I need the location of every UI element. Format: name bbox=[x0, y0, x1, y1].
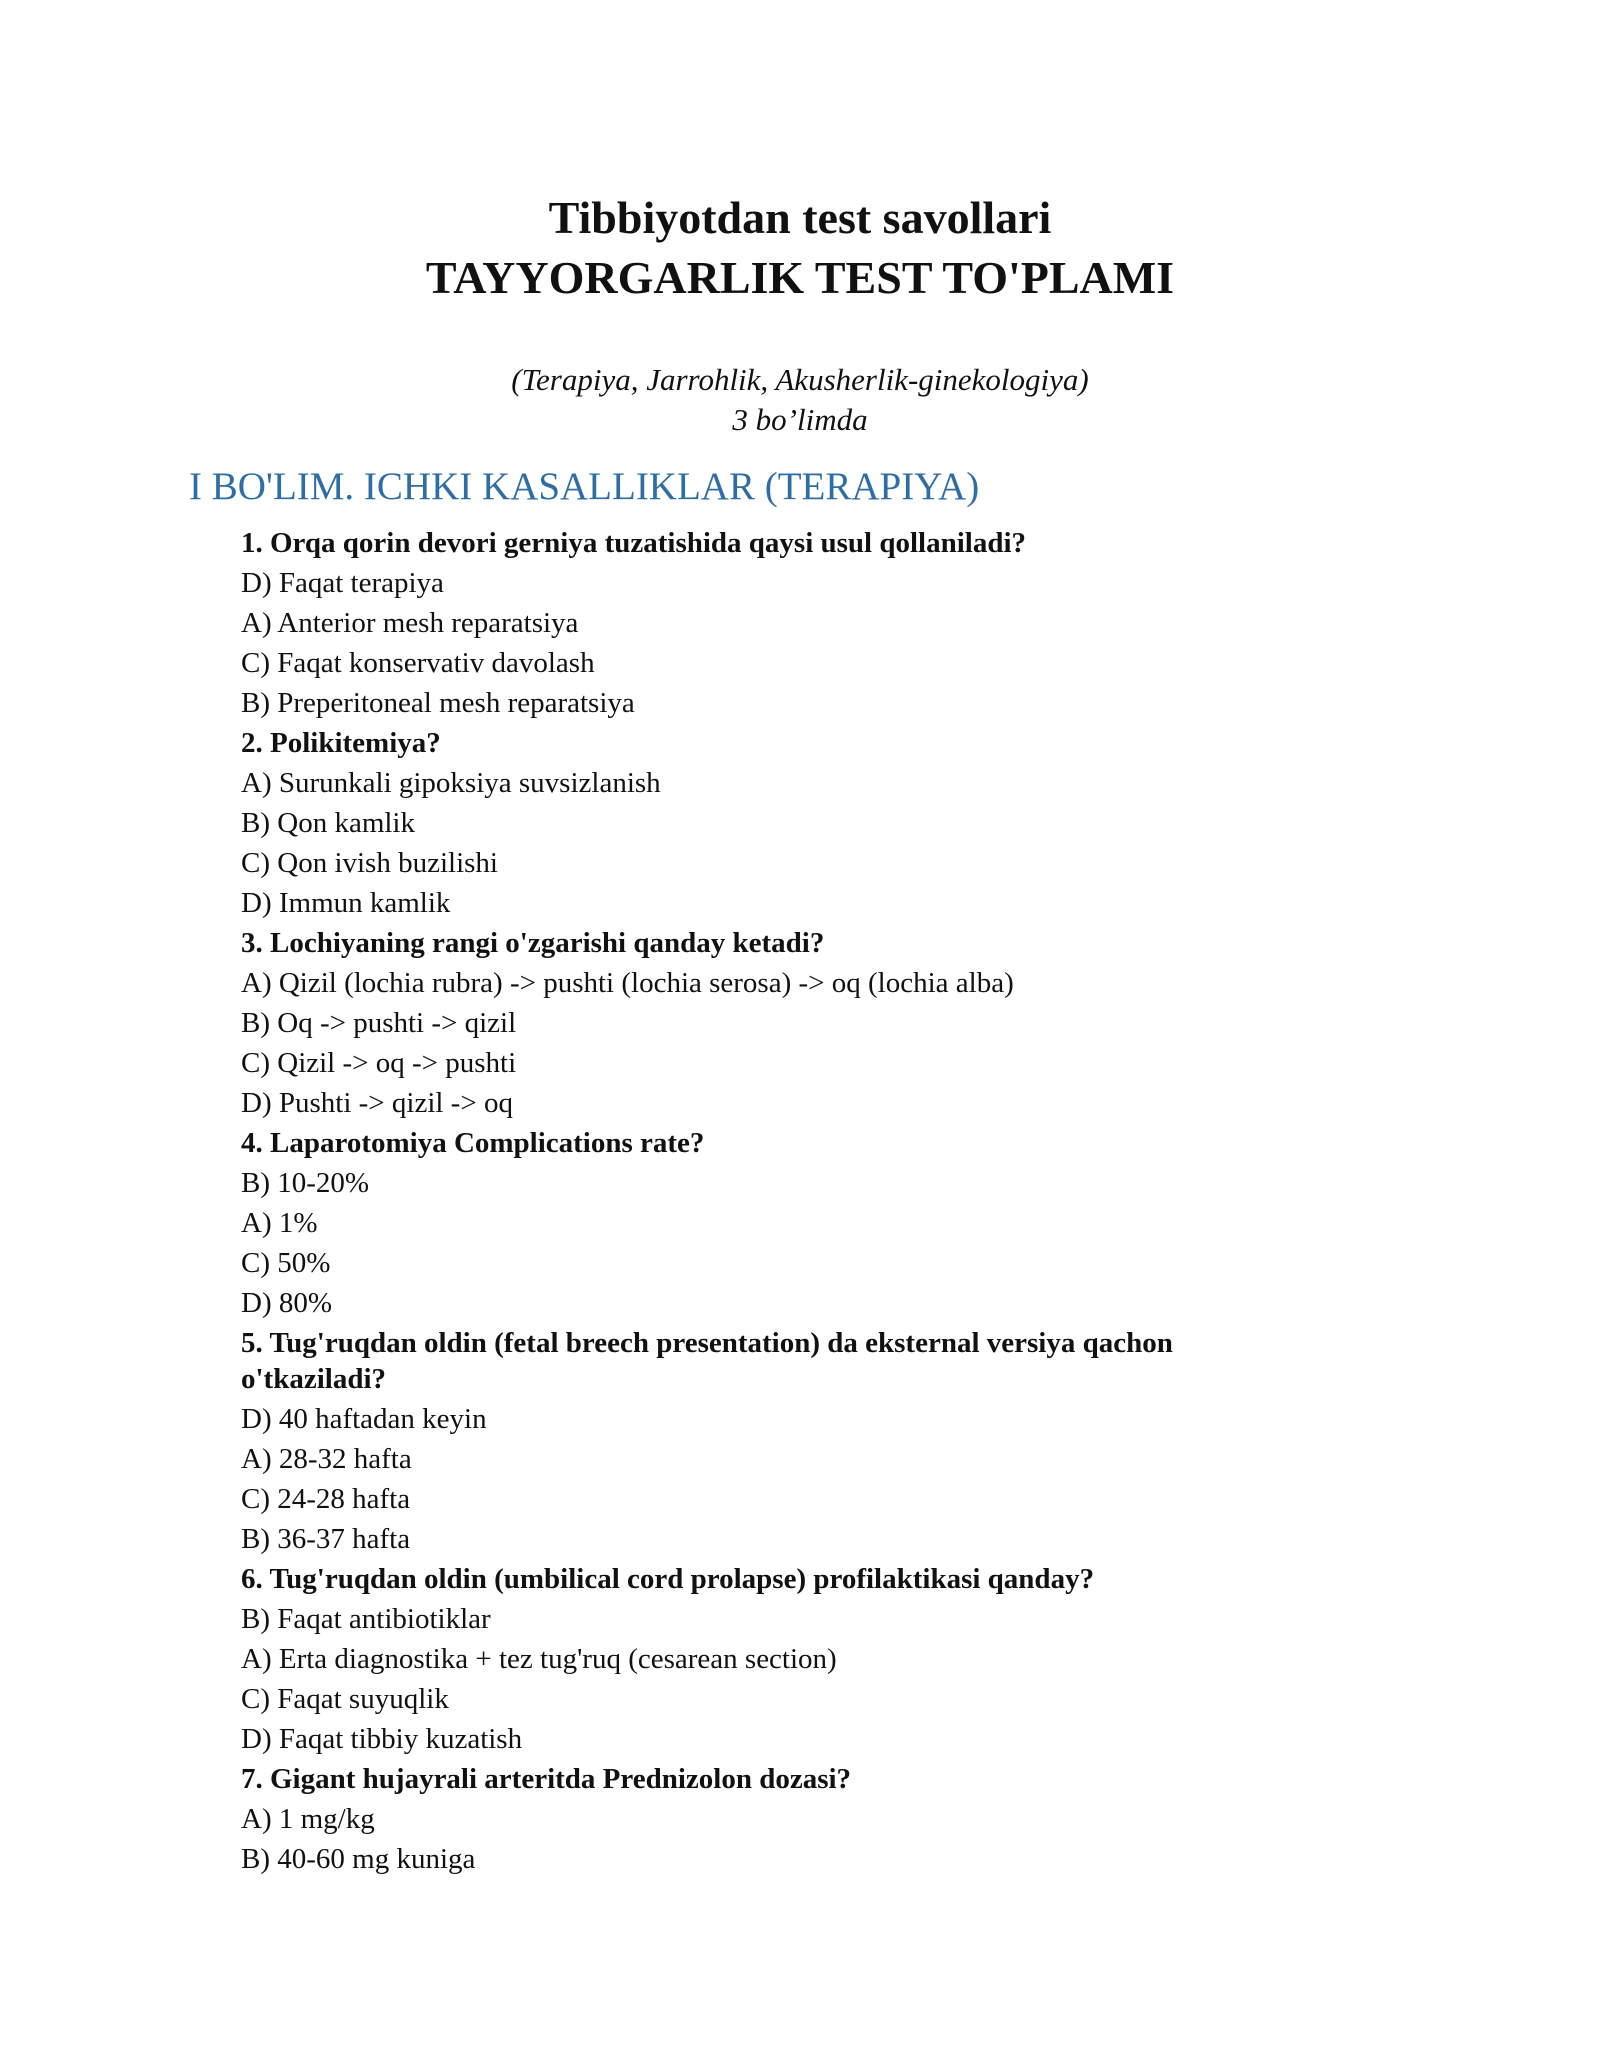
answer-option: C) Qizil -> oq -> pushti bbox=[241, 1047, 517, 1079]
section-heading: I BO'LIM. ICHKI KASALLIKLAR (TERAPIYA) bbox=[189, 465, 980, 508]
answer-option: B) 10-20% bbox=[241, 1167, 370, 1199]
answer-option: D) 80% bbox=[241, 1287, 333, 1319]
question-list bbox=[241, 523, 1301, 1879]
question-item bbox=[241, 723, 1301, 923]
title-line-2: TAYYORGARLIK TEST TO'PLAMI bbox=[425, 252, 1175, 303]
question-item bbox=[241, 923, 1301, 1123]
answer-option: C) Faqat konservativ davolash bbox=[241, 647, 595, 679]
answer-option: A) Qizil (lochia rubra) -> pushti (lochia serosa) -> oq (lochia alba) bbox=[241, 967, 1014, 999]
question-item bbox=[241, 523, 1301, 723]
question-text: 3. Lochiyaning rangi o'zgarishi qanday ketadi? bbox=[241, 927, 825, 959]
answer-option: B) Preperitoneal mesh reparatsiya bbox=[241, 687, 635, 719]
answer-option: D) Faqat tibbiy kuzatish bbox=[241, 1723, 523, 1755]
answer-option: A) Anterior mesh reparatsiya bbox=[241, 607, 579, 639]
question-text: 5. Tug'ruqdan oldin (fetal breech presentation) da eksternal versiya qachon o'tkaziladi? bbox=[241, 1327, 1173, 1395]
answer-option: C) Qon ivish buzilishi bbox=[241, 847, 498, 879]
question-text: 2. Polikitemiya? bbox=[241, 727, 441, 759]
answer-option: D) Pushti -> qizil -> oq bbox=[241, 1087, 513, 1119]
question-text: 7. Gigant hujayrali arteritda Prednizolon dozasi? bbox=[241, 1763, 852, 1795]
answer-option: A) Erta diagnostika + tez tug'ruq (cesarean section) bbox=[241, 1643, 837, 1675]
answer-option: C) 50% bbox=[241, 1247, 331, 1279]
question-item bbox=[241, 1559, 1301, 1759]
question-text: 1. Orqa qorin devori gerniya tuzatishida qaysi usul qollaniladi? bbox=[241, 527, 1027, 559]
answer-option: D) Immun kamlik bbox=[241, 887, 451, 919]
answer-option: B) Faqat antibiotiklar bbox=[241, 1603, 491, 1635]
answer-option: D) Faqat terapiya bbox=[241, 567, 444, 599]
answer-option: B) 36-37 hafta bbox=[241, 1523, 411, 1555]
subtitle-line-2: 3 bo’limda bbox=[732, 402, 868, 437]
answer-option: C) 24-28 hafta bbox=[241, 1483, 411, 1515]
answer-option: C) Faqat suyuqlik bbox=[241, 1683, 449, 1715]
answer-option: D) 40 haftadan keyin bbox=[241, 1403, 487, 1435]
answer-option: A) 28-32 hafta bbox=[241, 1443, 412, 1475]
document-subtitle bbox=[0, 360, 1600, 440]
answer-option: A) 1 mg/kg bbox=[241, 1803, 375, 1835]
document-title bbox=[0, 188, 1600, 308]
question-item bbox=[241, 1323, 1301, 1559]
subtitle-line-1: (Terapiya, Jarrohlik, Akusherlik-ginekologiya) bbox=[511, 362, 1089, 397]
question-text: 6. Tug'ruqdan oldin (umbilical cord prolapse) profilaktikasi qanday? bbox=[241, 1563, 1095, 1595]
answer-option: B) Qon kamlik bbox=[241, 807, 415, 839]
answer-option: B) Oq -> pushti -> qizil bbox=[241, 1007, 517, 1039]
question-text: 4. Laparotomiya Complications rate? bbox=[241, 1127, 705, 1159]
question-item bbox=[241, 1759, 1301, 1879]
answer-option: A) 1% bbox=[241, 1207, 318, 1239]
question-item bbox=[241, 1123, 1301, 1323]
title-line-1: Tibbiyotdan test savollari bbox=[548, 192, 1052, 243]
answer-option: A) Surunkali gipoksiya suvsizlanish bbox=[241, 767, 661, 799]
answer-option: B) 40-60 mg kuniga bbox=[241, 1843, 476, 1875]
